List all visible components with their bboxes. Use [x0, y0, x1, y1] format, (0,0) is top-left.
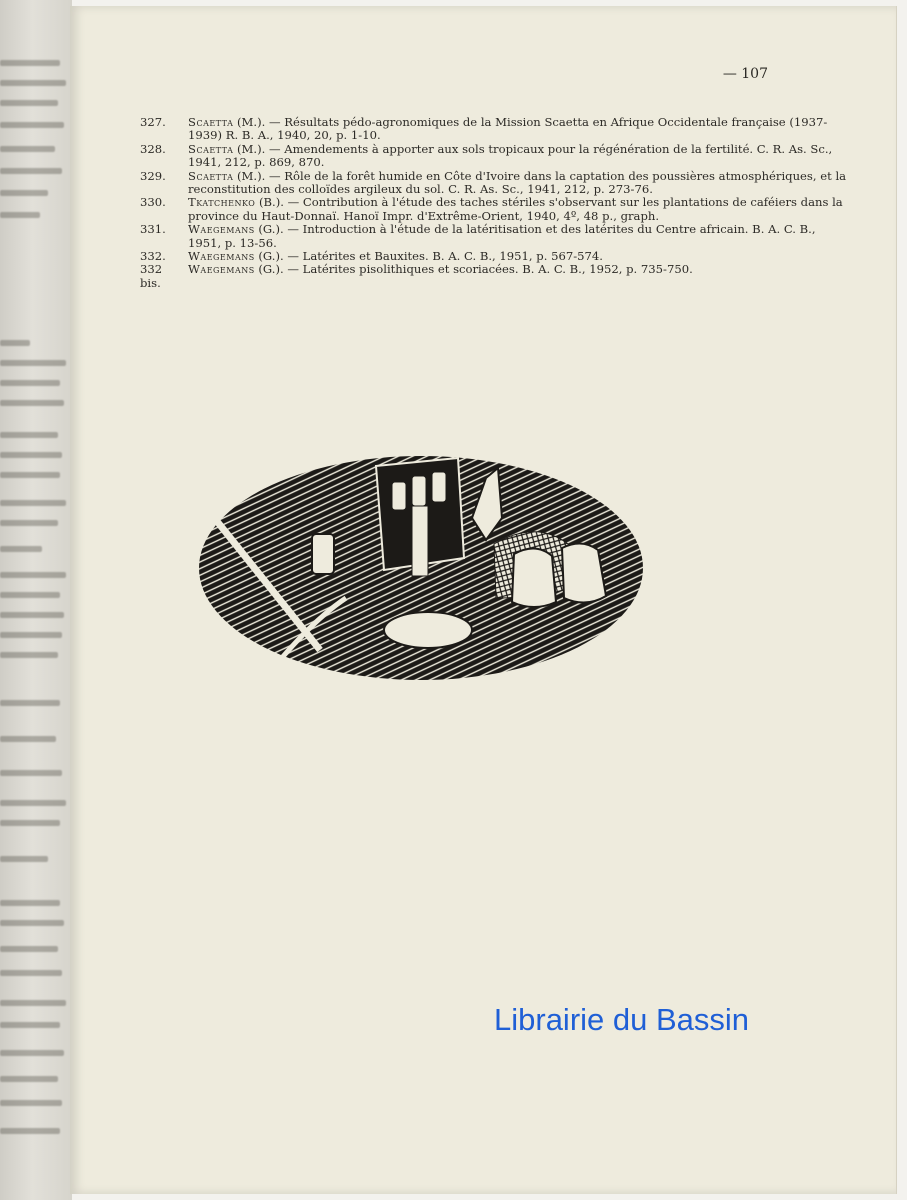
reference-author: Waegemans [188, 222, 255, 237]
reference-author: Waegemans [188, 262, 255, 277]
reference-entry [140, 262, 850, 290]
reference-number: 329. [140, 168, 166, 183]
bottle [412, 476, 426, 506]
reference-author: Waegemans [188, 249, 255, 264]
reference-number: 332. [140, 249, 166, 264]
reference-text: — Rôle de la forêt humide en Côte d'Ivoire dans la captation des poussières atmosphériques, et la reconstitution des colloïdes argileux du sol. C. R. As. Sc., 1941, 212, p. 273-76. [188, 168, 847, 197]
reference-entry [140, 170, 850, 197]
page-number: — 107 [722, 66, 768, 82]
reference-entry [140, 250, 850, 263]
reference-initial: (G.). [258, 222, 284, 237]
reference-text: — Résultats pédo-agronomiques de la Mission Scaetta en Afrique Occidentale française (1937-1939) R. B. A., 1940, 20, p. 1-10. [188, 115, 828, 143]
reference-initial: (G.). [258, 262, 284, 277]
reference-text: — Latérites et Bauxites. B. A. C. B., 1951, p. 567-574. [287, 249, 603, 264]
sample-bag [562, 543, 606, 602]
reference-initial: (B.). [259, 195, 284, 210]
soil-core [384, 612, 472, 648]
reference-list [140, 115, 850, 290]
reference-number: 327. [140, 115, 166, 129]
reference-initial: (M.). [237, 168, 266, 183]
reference-number: 330. [140, 195, 166, 210]
reference-author: Scaetta [188, 168, 234, 183]
reference-entry [140, 143, 850, 170]
reference-entry [140, 223, 850, 250]
reference-text: — Latérites pisolithiques et scoriacées. B. A. C. B., 1952, p. 735-750. [287, 262, 693, 277]
bottle [432, 472, 446, 502]
measuring-ruler [412, 506, 428, 576]
reference-text: — Contribution à l'étude des taches stériles s'observant sur les plantations de caféiers dans la province du Haut-Donnaï. Hanoï Impr. d'Extrême-Orient, 1940, 4º, 48 p., graph. [188, 195, 843, 223]
jar [312, 534, 334, 574]
reference-author: Scaetta [188, 141, 234, 156]
reference-initial: (M.). [237, 141, 266, 156]
sample-bag [512, 548, 556, 607]
seller-watermark: Librairie du Bassin [494, 1002, 750, 1037]
facing-page-edge [0, 0, 72, 1200]
reference-number: 331. [140, 222, 166, 237]
reference-author: Scaetta [188, 115, 234, 129]
reference-number: 328. [140, 141, 166, 156]
reference-text: — Amendements à apporter aux sols tropicaux pour la régénération de la fertilité. C. R. As. Sc., 1941, 212, p. 869, 870. [188, 141, 833, 170]
reference-author: Tkatchenko [188, 195, 256, 210]
reference-initial: (G.). [258, 249, 284, 264]
reference-entry [140, 196, 850, 223]
reference-entry [140, 116, 850, 143]
bottle [392, 482, 406, 510]
reference-initial: (M.). [237, 115, 266, 129]
reference-number: 332 bis. [140, 262, 163, 290]
woodcut-illustration [196, 448, 646, 684]
reference-text: — Introduction à l'étude de la latéritisation et des latérites du Centre africain. B. A. C. B., 1951, p. 13-56. [188, 222, 816, 250]
